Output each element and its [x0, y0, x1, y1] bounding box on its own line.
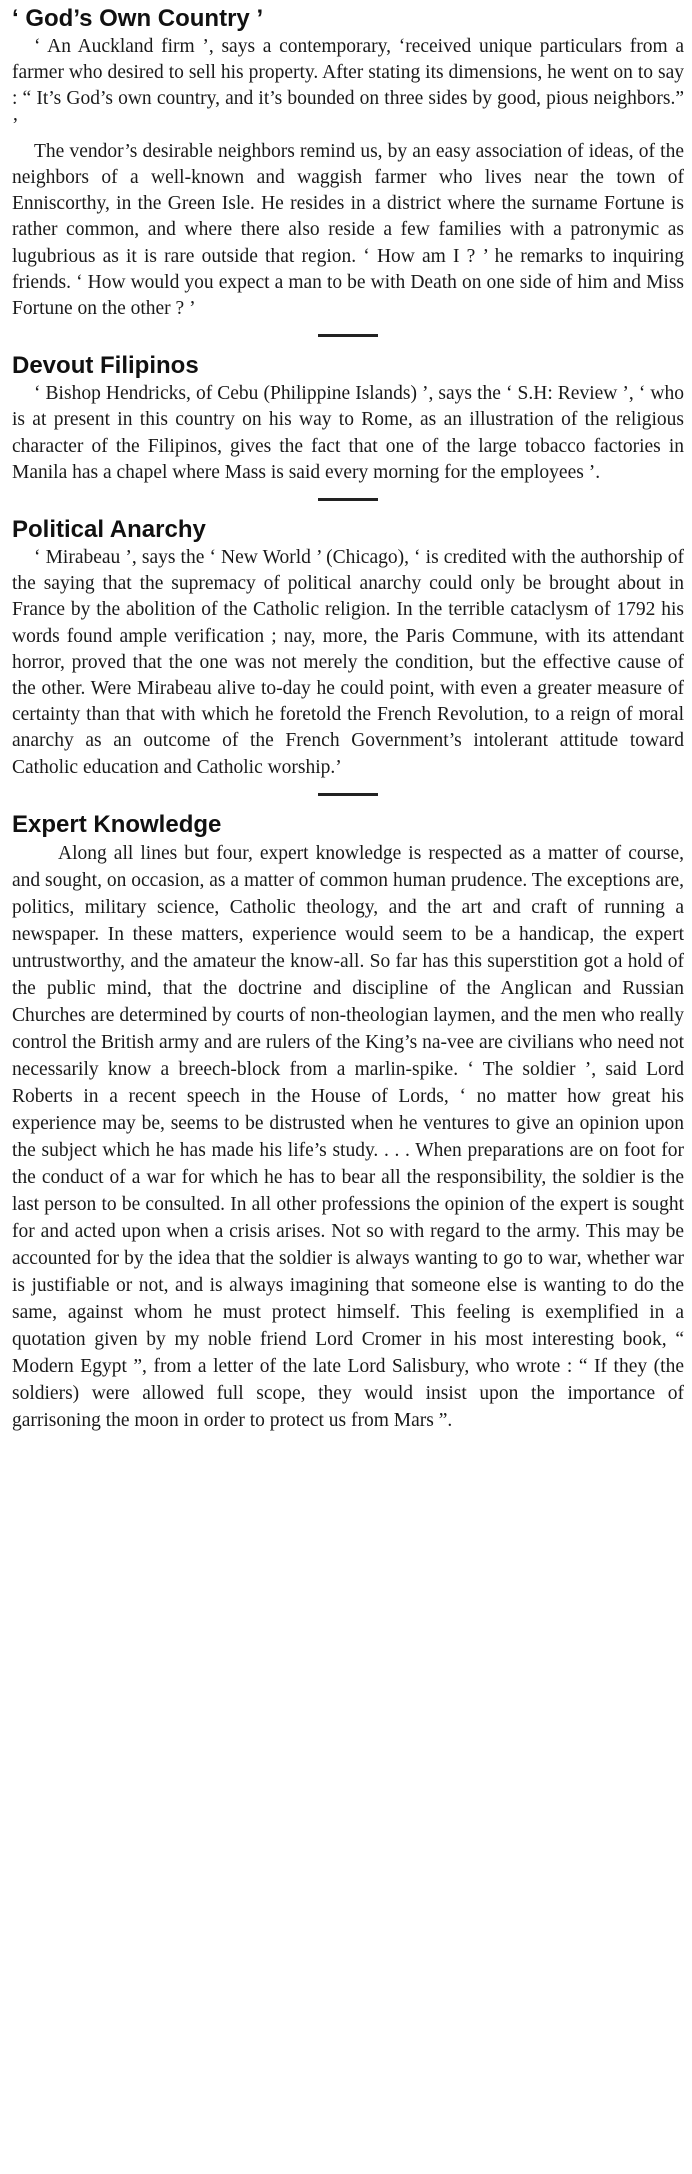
article-paragraph: ‘ Bishop Hendricks, of Cebu (Philippine Islands) ’, says the ‘ S.H: Review ’, ‘ who is at present in this country on his way to Rome, as an illustration of the religious character of the Filipinos, gives the fact that one of the large tobacco factories in Manila has a chapel where Mass is said every morning for the employees ’.	[12, 383, 684, 483]
article-gods-own-country	[12, 4, 684, 337]
article-expert-knowledge	[12, 810, 684, 1434]
article-paragraph: The vendor’s desirable neighbors remind us, by an easy association of ideas, of the neighbors of a well-known and waggish farmer who lives near the town of Enniscorthy, in the Green Isle. He resides in a district where the surname Fortune is rather common, and where there also reside a few families with a patronymic as lugubrious as it is rare outside that region. ‘ How am I ? ’ he remarks to inquiring friends. ‘ How would you expect a man to be with Death on one side of him and Miss Fortune on the other ? ’	[12, 140, 684, 320]
article-political-anarchy	[12, 515, 684, 796]
section-divider	[318, 334, 378, 337]
article-heading: ‘ God’s Own Country ’	[12, 5, 264, 32]
article-paragraph: ‘ Mirabeau ’, says the ‘ New World ’ (Chicago), ‘ is credited with the authorship of the saying that the supremacy of political anarchy could only be brought about in France by the abolition of the Catholic religion. In the terrible cataclysm of 1792 his words found ample verification ; nay, more, the Paris Commune, with its attendant horror, proved that the one was not merely the condition, but the effective cause of the other. Were Mirabeau alive to-day he could point, with even a greater measure of certainty than that with which he foretold the French Revolution, to a reign of moral anarchy as an outcome of the French Government’s intolerant attitude toward Catholic education and Catholic worship.’	[12, 547, 684, 778]
article-paragraph: Along all lines but four, expert knowledge is respected as a matter of course, and sought, on occasion, as a matter of common human prudence. The exceptions are, politics, military science, Catholic theology, and the art and craft of running a newspaper. In these matters, experience would seem to be a handicap, the expert untrustworthy, and the amateur the know-all. So far has this superstition got a hold of the public mind, that the doctrine and discipline of the Anglican and Russian Churches are determined by courts of non-theologian laymen, and the men who really control the British army and are rulers of the King’s na-vee are civilians who need not necessarily know a breech-block from a marlin-spike. ‘ The soldier ’, said Lord Roberts in a recent speech in the House of Lords, ‘ no matter how great his experience may be, seems to be distrusted when he ventures to give an opinion upon the subject which he has made his life’s study. . . . When preparations are on foot for the conduct of a war for which he has to bear all the responsibility, the soldier is the last person to be consulted. In all other professions the opinion of the expert is sought for and acted upon when a crisis arises. Not so with regard to the army. This may be accounted for by the idea that the soldier is always wanting to go to war, whether war is justifiable or not, and is always imagining that someone else is wanting to do the same, against whom he must protect himself. This feeling is exemplified in a quotation given by my noble friend Lord Cromer in his most interesting book, “ Modern Egypt ”, from a letter of the late Lord Salisbury, who wrote : “ If they (the soldiers) were allowed full scope, they would insist upon the importance of garrisoning the moon in order to protect us from Mars ”.	[12, 842, 684, 1431]
article-devout-filipinos	[12, 351, 684, 501]
article-heading: Devout Filipinos	[12, 352, 199, 380]
article-paragraph: ‘ An Auckland firm ’, says a contemporary, ‘received unique particulars from a farmer who desired to sell his property. After stating its dimensions, he went on to say : “ It’s God’s own country, and it’s bounded on three sides by good, pious neighbors.” ’	[12, 36, 684, 136]
section-divider	[318, 793, 378, 796]
article-heading: Expert Knowledge	[12, 810, 222, 838]
article-heading: Political Anarchy	[12, 516, 206, 544]
section-divider	[318, 498, 378, 501]
